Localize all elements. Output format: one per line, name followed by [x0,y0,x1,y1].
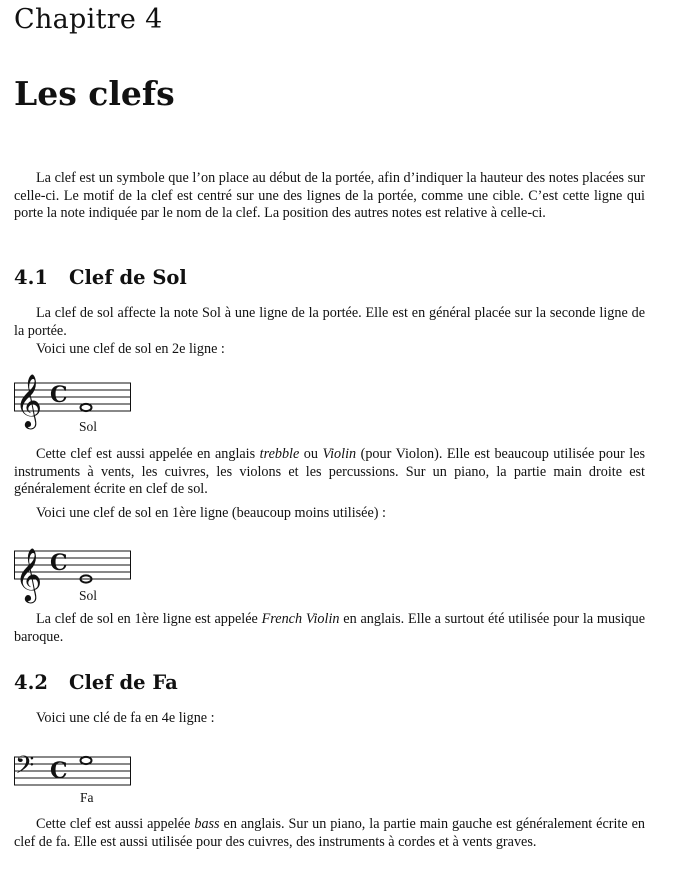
section-title: Clef de Sol [69,266,187,289]
fa-paragraph-2: Cette clef est aussi appelée bass en anglais. Sur un piano, la partie main gauche est généralement écrite en clef de fa. Elle est aussi utilisée pour des cuivres, des instruments à cordes et à vents graves. [14,816,645,850]
whole-note [81,757,92,764]
fa-paragraph-1: Voici une clé de fa en 4e ligne : [36,710,215,726]
staff-treble-1st-line [14,540,144,610]
common-time-icon: C [50,382,68,408]
staff-treble-2nd-line [14,370,144,440]
treble-clef-icon: 𝄞 [15,373,43,427]
sol-paragraph-4: Voici une clef de sol en 1ère ligne (beaucoup moins utilisée) : [36,505,386,521]
bass-clef-icon: 𝄢 [15,751,35,786]
note-label-fa: Fa [80,790,94,805]
section-heading-fa [14,671,178,694]
sol-paragraph-2: Voici une clef de sol en 2e ligne : [36,341,225,357]
chapter-title: Les clefs [14,74,175,113]
section-heading-sol [14,266,187,289]
sol-paragraph-5: La clef de sol en 1ère ligne est appelée French Violin en anglais. Elle a surtout été utilisée pour la musique baroque. [14,611,646,645]
note-label-sol: Sol [79,419,98,434]
chapter-label: Chapitre 4 [14,4,163,35]
treble-clef-icon: 𝄞 [15,547,43,601]
staff-bass-4th-line [14,748,144,808]
sol-paragraph-3: Cette clef est aussi appelée en anglais trebble ou Violin (pour Violon). Elle est beaucoup utilisée pour les instruments à vents, les cuivres, les violons et les percussions. Sur un piano, la partie main droite est généralement écrite en clef de sol. [14,446,646,497]
whole-note [81,404,92,411]
note-label-sol: Sol [79,588,98,603]
section-number: 4.1 [14,266,48,289]
common-time-icon: C [50,758,68,784]
section-title: Clef de Fa [69,671,178,694]
sol-paragraph-1: La clef de sol affecte la note Sol à une ligne de la portée. Elle est en général placée sur la seconde ligne de la portée. [14,305,645,339]
section-number: 4.2 [14,671,48,694]
intro-paragraph: La clef est un symbole que l’on place au début de la portée, afin d’indiquer la hauteur des notes placées sur celle-ci. Le motif de la clef est centré sur une des lignes de la portée, comme une cible. C’est cette ligne qui porte la note indiquée par le nom de la clef. La position des autres notes est relative à celle-ci. [14,170,645,221]
common-time-icon: C [50,550,68,576]
